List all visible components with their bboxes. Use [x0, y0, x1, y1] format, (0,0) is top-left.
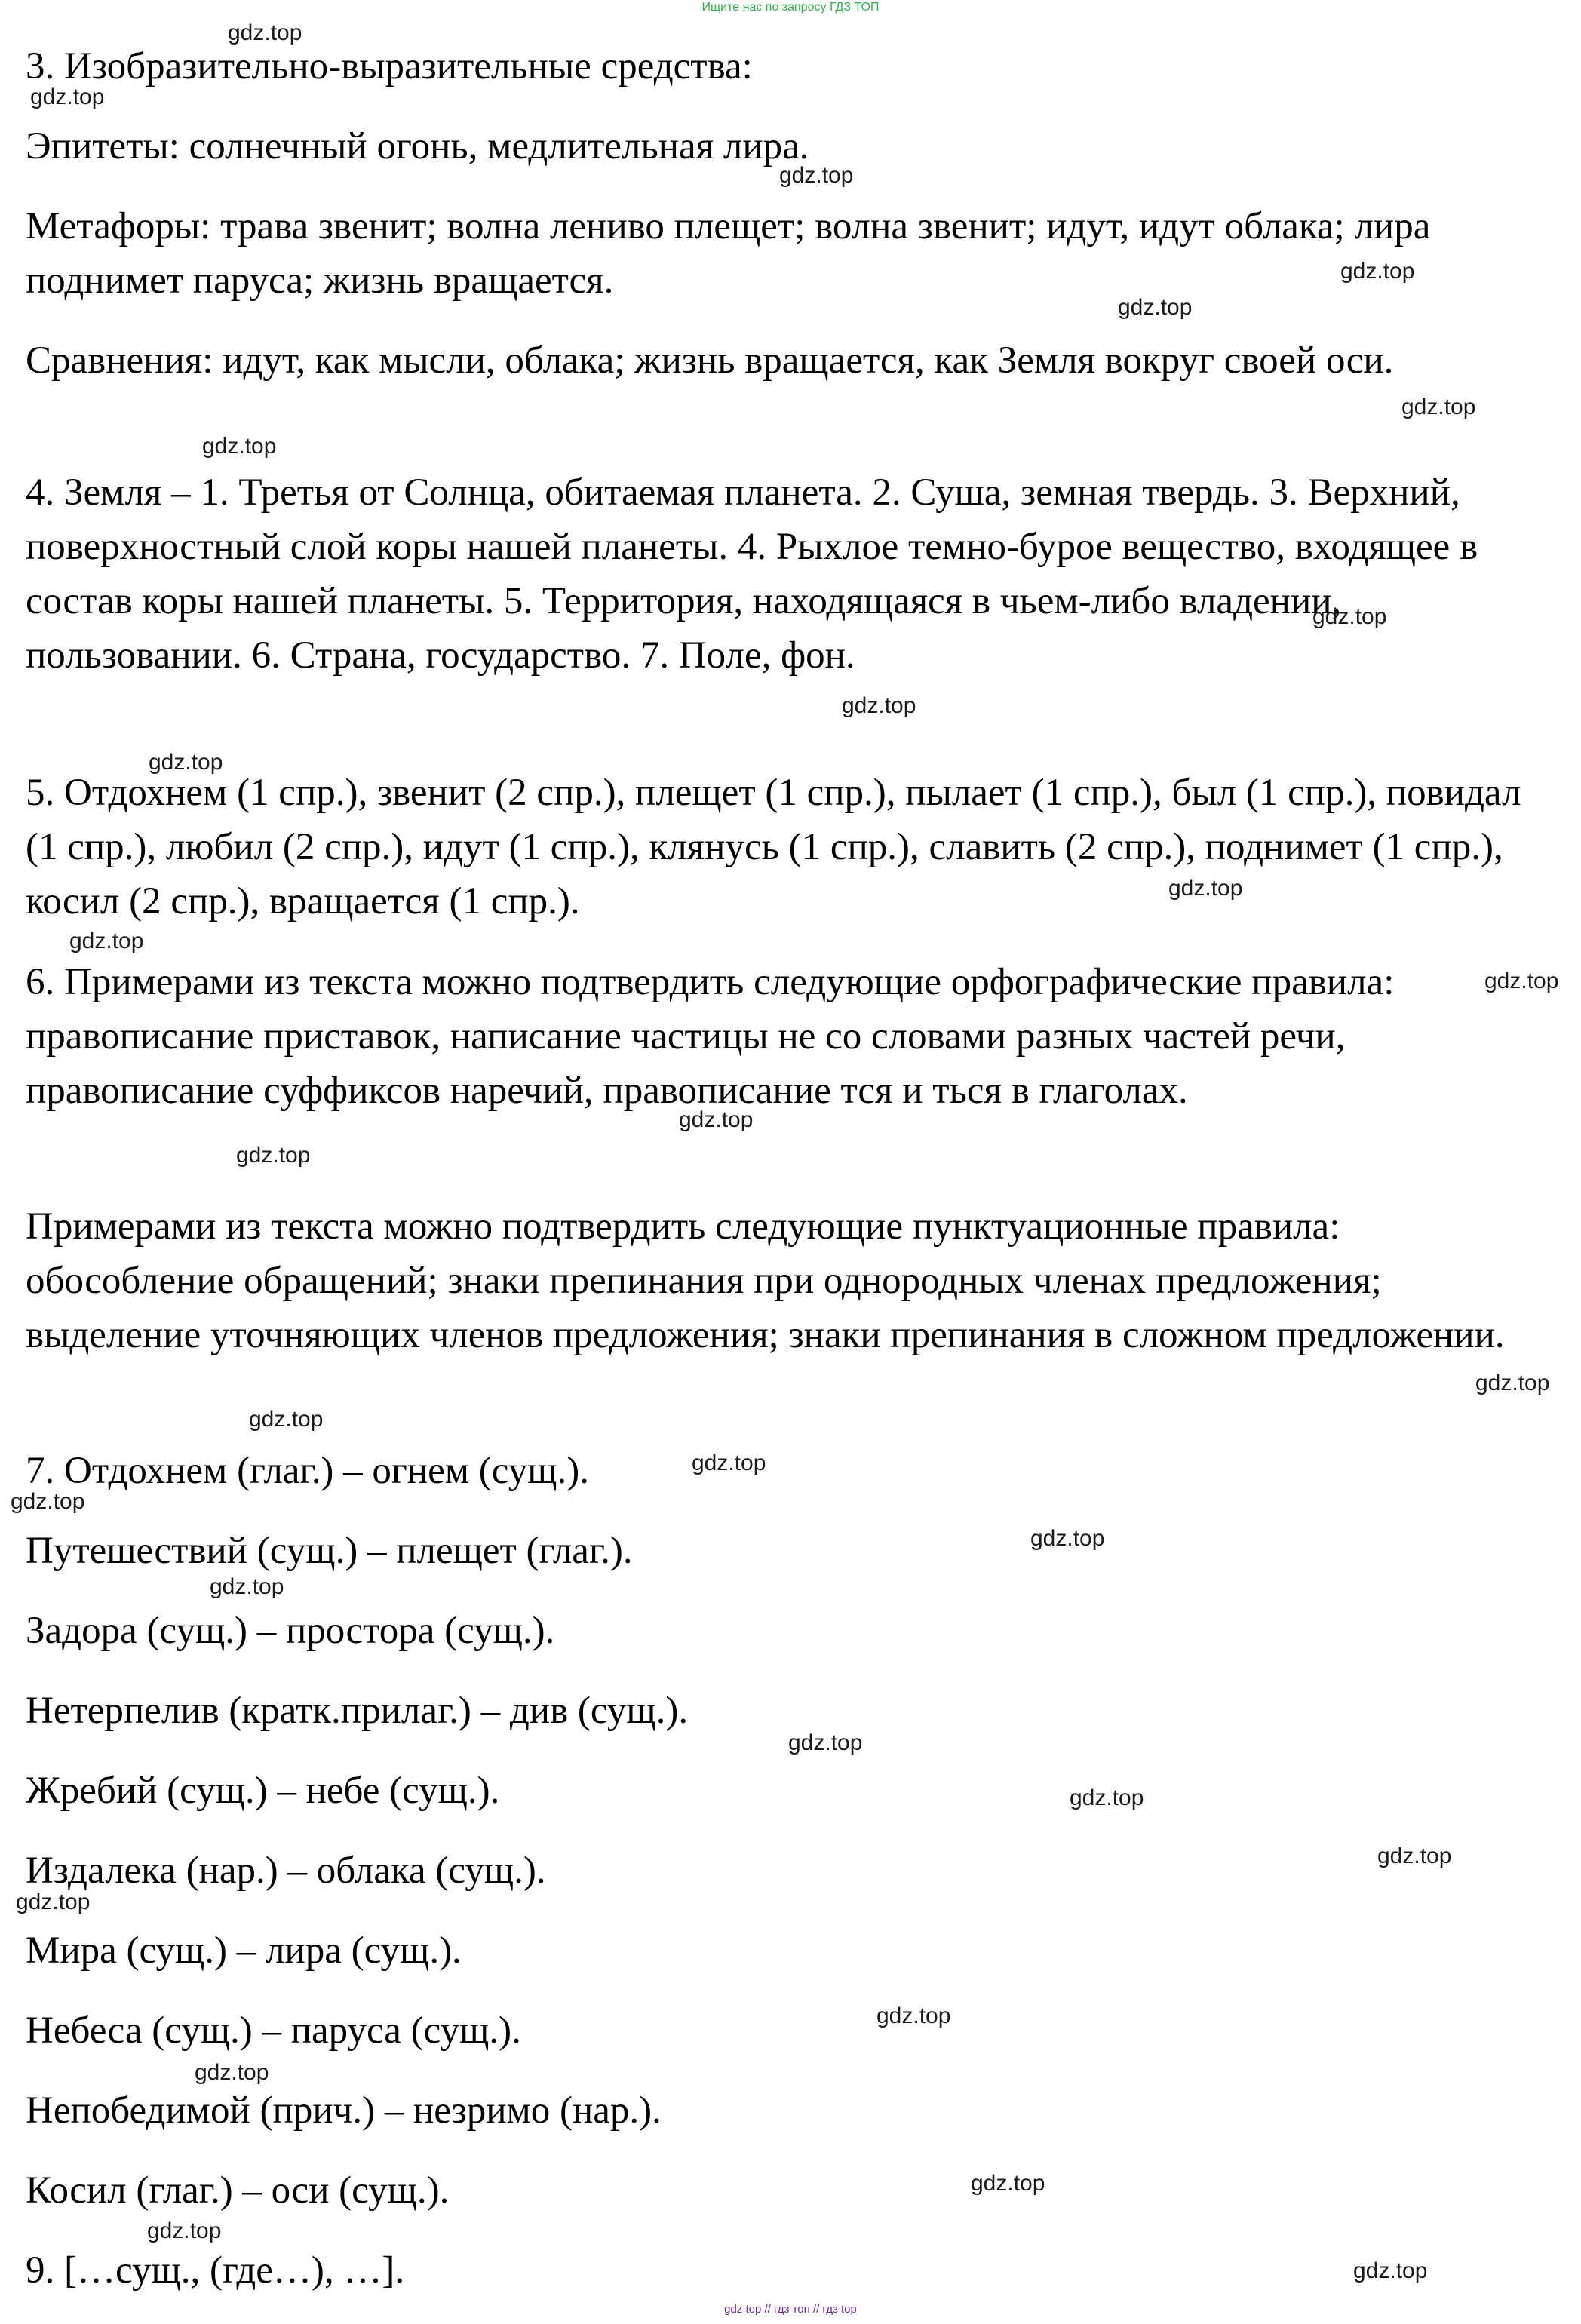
rhyme-pair-8: Небеса (сущ.) – паруса (сущ.).: [26, 2009, 521, 2052]
watermark-label: gdz.top: [149, 750, 223, 775]
watermark-label: gdz.top: [1475, 1371, 1550, 1395]
watermark-label: gdz.top: [249, 1407, 324, 1432]
sentence-scheme: 9. […сущ., (где…), …].: [26, 2249, 405, 2292]
watermark-label: gdz.top: [1340, 259, 1415, 284]
watermark-label: gdz.top: [692, 1451, 766, 1475]
rhyme-pair-3: Задора (сущ.) – простора (сущ.).: [26, 1610, 555, 1652]
watermark-label: gdz.top: [236, 1143, 311, 1168]
watermark-label: gdz.top: [210, 1574, 284, 1599]
watermark-label: gdz.top: [788, 1730, 863, 1755]
rhyme-pair-1: 7. Отдохнем (глаг.) – огнем (сущ.).: [26, 1450, 589, 1492]
paragraph-punctuation-rules: Примерами из текста можно подтвердить следующие пунктуационные правила: обособление обращений; знаки препинания при однородных членах предложения; выделение уточняющих членов предложения; знаки препинания в сложном предложении.: [26, 1205, 1505, 1356]
watermark-label: gdz.top: [16, 1890, 91, 1914]
paragraph-earth-meanings: 4. Земля – 1. Третья от Солнца, обитаемая планета. 2. Суша, земная твердь. 3. Верхний, поверхностный слой коры нашей планеты. 4. Рыхлое темно-бурое вещество, входящее в состав коры нашей планеты. 5. Территория, находящаяся в чьем-либо владении, пользовании. 6. Страна, государство. 7. Поле, фон.: [26, 471, 1478, 677]
paragraph-verb-conjugations: 5. Отдохнем (1 спр.), звенит (2 спр.), плещет (1 спр.), пылает (1 спр.), был (1 спр.), повидал (1 спр.), любил (2 спр.), идут (1 спр.), клянусь (1 спр.), славить (2 спр.), поднимет (1 спр.), косил (2 спр.), вращается (1 спр.).: [26, 772, 1521, 923]
top-search-banner[interactable]: Ищите нас по запросу ГДЗ ТОП: [701, 1, 880, 14]
watermark-label: gdz.top: [1401, 394, 1476, 419]
footer-links[interactable]: gdz top // гдз топ // гдз top: [724, 2303, 857, 2316]
watermark-label: gdz.top: [1030, 1526, 1105, 1551]
paragraph-expressive-means-heading: 3. Изобразительно-выразительные средства:: [26, 45, 753, 87]
watermark-label: gdz.top: [1377, 1844, 1452, 1868]
rhyme-pair-10: Косил (глаг.) – оси (сущ.).: [26, 2169, 450, 2212]
watermark-label: gdz.top: [11, 1489, 85, 1514]
watermark-label: gdz.top: [1484, 969, 1559, 993]
watermark-label: gdz.top: [876, 2003, 951, 2028]
watermark-label: gdz.top: [842, 693, 916, 718]
rhyme-pair-9: Непобедимой (прич.) – незримо (нар.).: [26, 2089, 662, 2132]
watermark-label: gdz.top: [202, 434, 277, 459]
paragraph-spelling-rules: 6. Примерами из текста можно подтвердить следующие орфографические правила: правописание приставок, написание частицы не со словами разных частей речи, правописание суффиксов наречий, правописание тся и ться в глаголах.: [26, 961, 1395, 1112]
rhyme-pair-6: Издалека (нар.) – облака (сущ.).: [26, 1850, 546, 1892]
watermark-label: gdz.top: [69, 929, 144, 953]
watermark-label: gdz.top: [1353, 2258, 1428, 2283]
watermark-label: gdz.top: [1168, 876, 1243, 901]
watermark-label: gdz.top: [1312, 604, 1387, 629]
watermark-label: gdz.top: [195, 2060, 269, 2085]
watermark-label: gdz.top: [679, 1107, 754, 1132]
watermark-label: gdz.top: [1118, 295, 1193, 320]
watermark-label: gdz.top: [1070, 1785, 1144, 1810]
paragraph-comparisons: Сравнения: идут, как мысли, облака; жизнь вращается, как Земля вокруг своей оси.: [26, 339, 1394, 382]
paragraph-epithets: Эпитеты: солнечный огонь, медлительная лира.: [26, 125, 809, 167]
watermark-label: gdz.top: [30, 84, 105, 109]
watermark-label: gdz.top: [228, 20, 302, 45]
rhyme-pair-2: Путешествий (сущ.) – плещет (глаг.).: [26, 1530, 633, 1572]
watermark-label: gdz.top: [147, 2218, 222, 2243]
watermark-label: gdz.top: [971, 2171, 1045, 2196]
rhyme-pair-4: Нетерпелив (кратк.прилаг.) – див (сущ.).: [26, 1690, 689, 1732]
rhyme-pair-7: Мира (сущ.) – лира (сущ.).: [26, 1930, 462, 1972]
paragraph-metaphors: Метафоры: трава звенит; волна лениво плещет; волна звенит; идут, идут облака; лира поднимет паруса; жизнь вращается.: [26, 205, 1431, 302]
watermark-label: gdz.top: [779, 163, 854, 188]
rhyme-pair-5: Жребий (сущ.) – небе (сущ.).: [26, 1770, 500, 1812]
